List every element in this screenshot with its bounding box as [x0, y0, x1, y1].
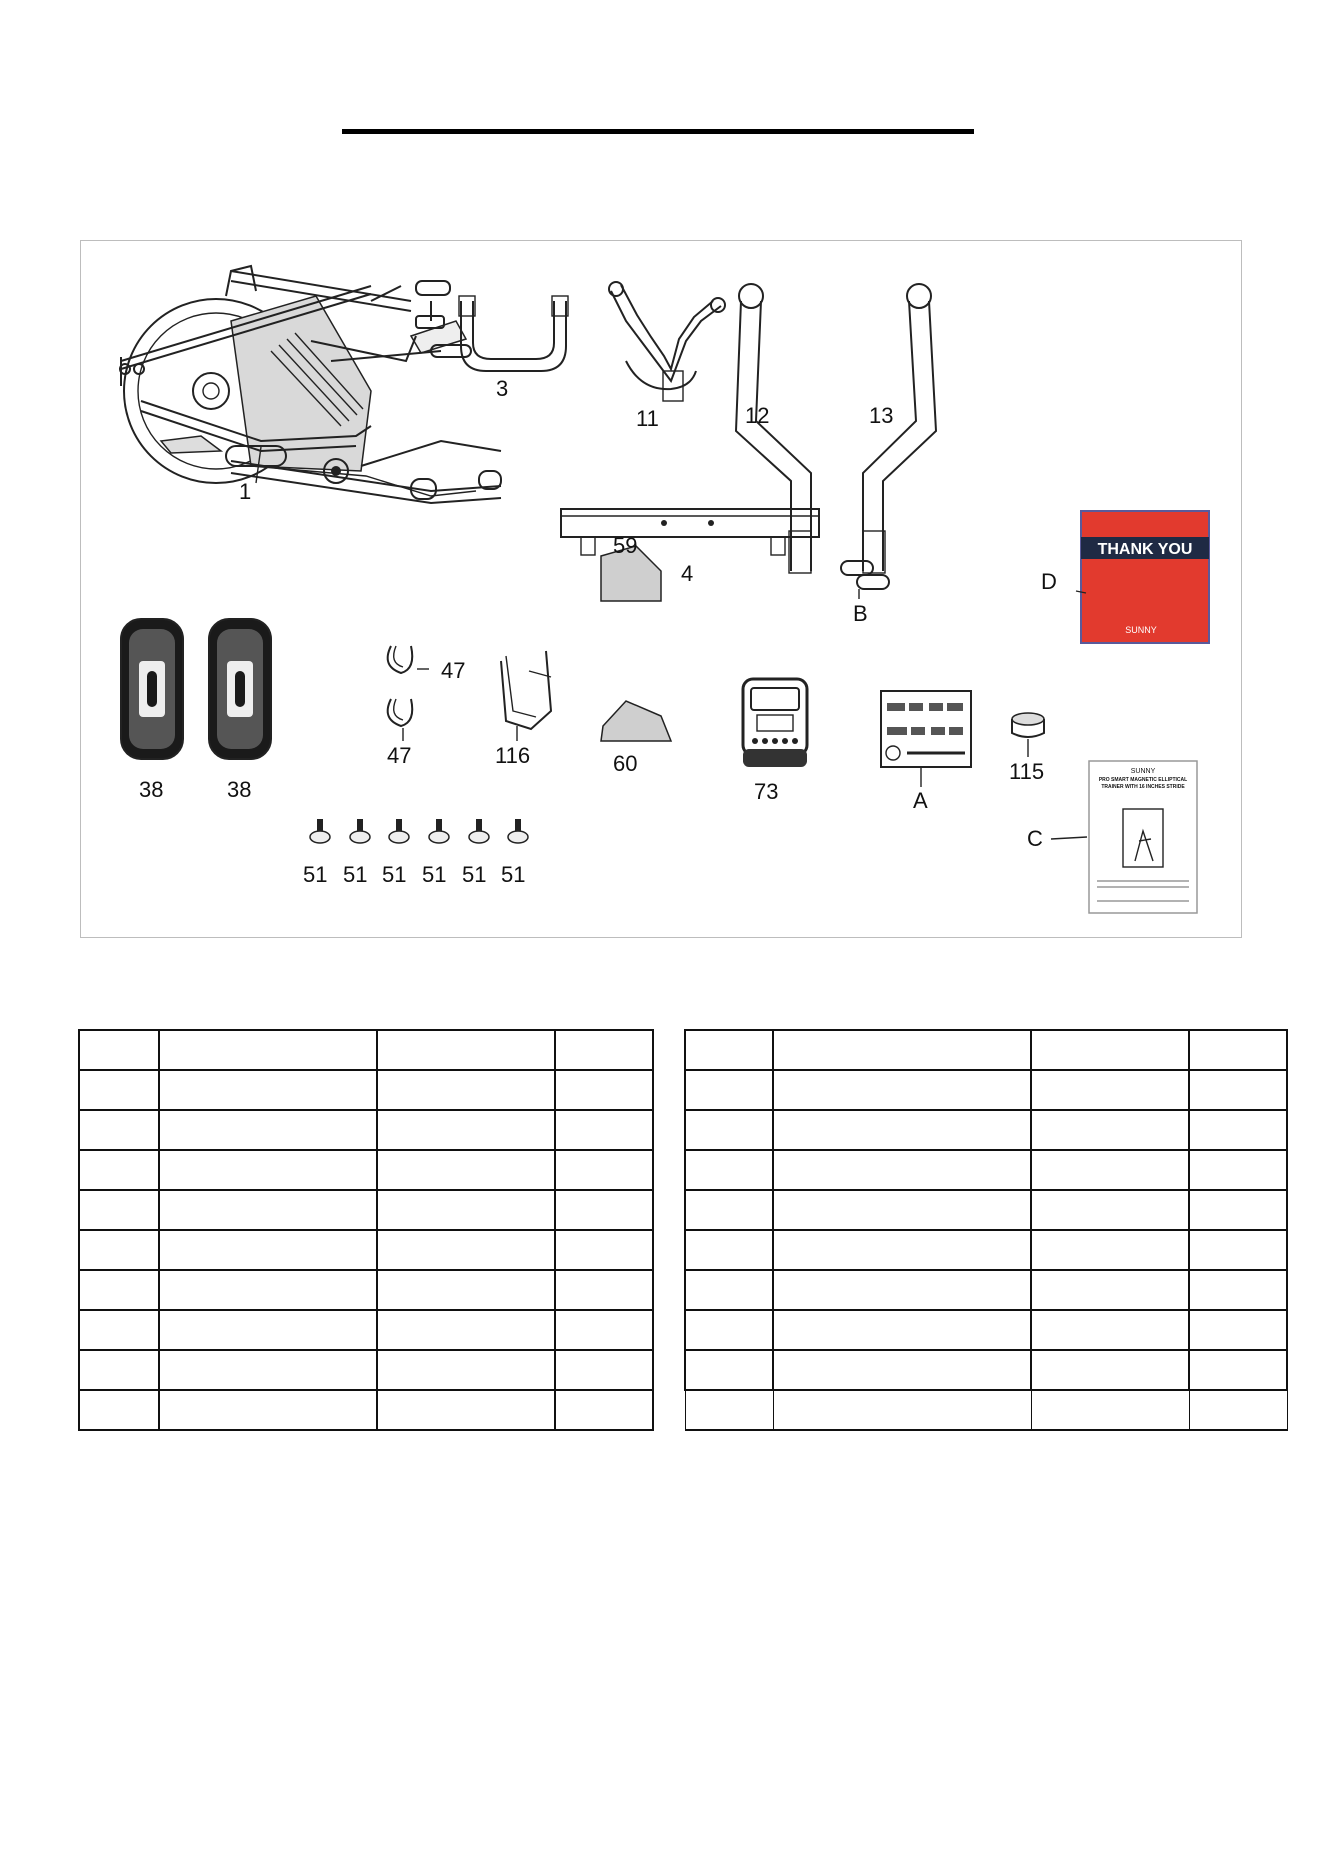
label-part-51-5: 51	[462, 862, 487, 887]
table-right-cell	[685, 1390, 773, 1430]
table-left-cell	[79, 1350, 159, 1390]
cap-drawing	[1012, 713, 1044, 757]
table-left-row	[79, 1270, 653, 1310]
table-right-cell	[1189, 1070, 1287, 1110]
table-left-cell	[377, 1150, 555, 1190]
table-right-cell	[773, 1350, 1031, 1390]
manual-brand: SUNNY	[1130, 768, 1156, 775]
table-right-cell	[1031, 1190, 1189, 1230]
table-right-row	[685, 1230, 1287, 1270]
main-frame-drawing	[120, 266, 501, 503]
table-right-cell	[773, 1070, 1031, 1110]
table-right-cell	[685, 1350, 773, 1390]
label-part-B: B	[853, 601, 868, 626]
table-left-cell	[555, 1110, 653, 1150]
parts-table-left	[78, 1029, 654, 1431]
label-part-73: 73	[754, 779, 779, 804]
table-right-cell	[1031, 1070, 1189, 1110]
table-right-cell	[773, 1110, 1031, 1150]
table-left-cell	[159, 1150, 377, 1190]
levelers-drawing	[310, 819, 528, 843]
pedals-drawing	[121, 619, 271, 759]
table-left-row	[79, 1230, 653, 1270]
table-right-cell	[773, 1390, 1031, 1430]
foam-grips-drawing	[841, 561, 889, 599]
label-part-51-2: 51	[343, 862, 368, 887]
table-right-cell	[685, 1230, 773, 1270]
label-part-38-left: 38	[139, 777, 164, 802]
table-right-cell	[1031, 1230, 1189, 1270]
label-part-11: 11	[636, 406, 659, 431]
table-right-cell	[685, 1270, 773, 1310]
table-left-cell	[159, 1310, 377, 1350]
table-left-cell	[377, 1350, 555, 1390]
table-right-cell	[685, 1110, 773, 1150]
table-right-row	[685, 1350, 1287, 1390]
manual-title: PRO SMART MAGNETIC ELLIPTICAL TRAINER WITH 16 INCHES STRIDE	[1098, 777, 1188, 790]
table-right-cell	[1031, 1030, 1189, 1070]
table-right-cell	[685, 1030, 773, 1070]
thank-you-heading: THANK YOU	[1097, 541, 1193, 558]
table-left-row	[79, 1310, 653, 1350]
bottle-holder-drawing	[501, 651, 551, 741]
table-right-row	[685, 1190, 1287, 1230]
table-left-cell	[555, 1230, 653, 1270]
table-right-cell	[773, 1230, 1031, 1270]
parts-diagram	[80, 240, 1242, 938]
table-right-row	[685, 1070, 1287, 1110]
label-part-59: 59	[613, 533, 638, 558]
table-right-cell	[1189, 1110, 1287, 1150]
table-right-cell	[685, 1150, 773, 1190]
table-left-row	[79, 1350, 653, 1390]
table-left-cell	[555, 1350, 653, 1390]
label-part-D: D	[1041, 569, 1057, 594]
table-left-cell	[377, 1310, 555, 1350]
table-left-row	[79, 1150, 653, 1190]
table-left-cell	[377, 1270, 555, 1310]
label-part-47-lower: 47	[387, 743, 412, 768]
u-handlebar-drawing	[459, 296, 568, 371]
table-left-cell	[79, 1110, 159, 1150]
label-part-47-upper: 47	[441, 658, 466, 683]
label-part-51-3: 51	[382, 862, 407, 887]
table-left-cell	[555, 1270, 653, 1310]
table-right-cell	[1031, 1110, 1189, 1150]
arm-left-drawing	[736, 284, 811, 573]
table-right-cell	[1189, 1230, 1287, 1270]
table-right-cell	[1031, 1270, 1189, 1310]
table-left-cell	[555, 1390, 653, 1430]
label-part-51-4: 51	[422, 862, 447, 887]
table-left-cell	[79, 1190, 159, 1230]
table-left-cell	[79, 1390, 159, 1430]
table-left-cell	[159, 1030, 377, 1070]
table-right-cell	[1189, 1030, 1287, 1070]
table-right-cell	[685, 1070, 773, 1110]
table-right-cell	[1189, 1190, 1287, 1230]
table-left-row	[79, 1030, 653, 1070]
parts-table-right	[684, 1029, 1288, 1431]
hardware-card-drawing	[881, 691, 971, 787]
table-left-cell	[159, 1190, 377, 1230]
table-right-row	[685, 1390, 1287, 1430]
table-right-row	[685, 1150, 1287, 1190]
table-left-cell	[555, 1030, 653, 1070]
table-left-row	[79, 1190, 653, 1230]
table-left-cell	[377, 1390, 555, 1430]
table-left-cell	[555, 1190, 653, 1230]
thank-you-card	[1076, 511, 1209, 643]
arm-right-drawing	[863, 284, 936, 573]
table-right-cell	[1031, 1310, 1189, 1350]
label-part-60: 60	[613, 751, 638, 776]
table-left-cell	[555, 1070, 653, 1110]
table-left-cell	[159, 1270, 377, 1310]
table-left-cell	[79, 1230, 159, 1270]
label-part-51-6: 51	[501, 862, 526, 887]
table-right-cell	[1189, 1350, 1287, 1390]
table-right-cell	[1031, 1390, 1189, 1430]
label-part-4: 4	[681, 561, 694, 586]
console-drawing	[743, 679, 807, 767]
table-right-row	[685, 1270, 1287, 1310]
title-underline	[342, 129, 974, 134]
table-right-row	[685, 1310, 1287, 1350]
table-left-cell	[377, 1190, 555, 1230]
table-right-cell	[773, 1310, 1031, 1350]
table-left-cell	[159, 1350, 377, 1390]
table-right-cell	[773, 1030, 1031, 1070]
label-part-115: 115	[1009, 759, 1045, 784]
table-right-cell	[685, 1190, 773, 1230]
table-right-cell	[685, 1310, 773, 1350]
label-part-1: 1	[239, 479, 252, 504]
table-left-cell	[79, 1310, 159, 1350]
table-left-cell	[79, 1150, 159, 1190]
table-left-cell	[377, 1030, 555, 1070]
table-right-cell	[1189, 1390, 1287, 1430]
table-right-cell	[773, 1270, 1031, 1310]
label-part-116: 116	[495, 743, 531, 768]
table-left-cell	[159, 1110, 377, 1150]
table-left-cell	[79, 1030, 159, 1070]
label-part-3: 3	[496, 376, 509, 401]
owners-manual-drawing	[1051, 761, 1197, 913]
table-left-cell	[377, 1230, 555, 1270]
table-left-cell	[79, 1070, 159, 1110]
table-left-cell	[377, 1110, 555, 1150]
table-left-row	[79, 1390, 653, 1430]
table-right-cell	[773, 1190, 1031, 1230]
table-right-cell	[1031, 1150, 1189, 1190]
upper-handlebar-drawing	[609, 282, 725, 401]
table-left-cell	[159, 1070, 377, 1110]
label-part-38-right: 38	[227, 777, 252, 802]
table-right-row	[685, 1110, 1287, 1150]
label-part-51-1: 51	[303, 862, 328, 887]
table-left-cell	[555, 1150, 653, 1190]
table-right-cell	[1189, 1310, 1287, 1350]
table-right-row	[685, 1030, 1287, 1070]
label-part-13: 13	[869, 403, 894, 428]
table-right-cell	[1031, 1350, 1189, 1390]
cover-60-drawing	[601, 701, 671, 741]
table-left-cell	[159, 1390, 377, 1430]
thank-you-brand: SUNNY	[1125, 625, 1157, 635]
parts-illustration	[81, 241, 1243, 939]
table-left-row	[79, 1070, 653, 1110]
label-part-C: C	[1027, 826, 1043, 851]
stabilizer-drawing	[561, 509, 819, 555]
label-part-A: A	[913, 788, 928, 813]
table-right-cell	[1189, 1150, 1287, 1190]
label-part-12: 12	[745, 403, 770, 428]
table-left-cell	[555, 1310, 653, 1350]
table-left-cell	[79, 1270, 159, 1310]
table-right-cell	[773, 1150, 1031, 1190]
hooks-drawing	[388, 646, 429, 741]
table-right-cell	[1189, 1270, 1287, 1310]
table-left-cell	[159, 1230, 377, 1270]
table-left-cell	[377, 1070, 555, 1110]
table-left-row	[79, 1110, 653, 1150]
